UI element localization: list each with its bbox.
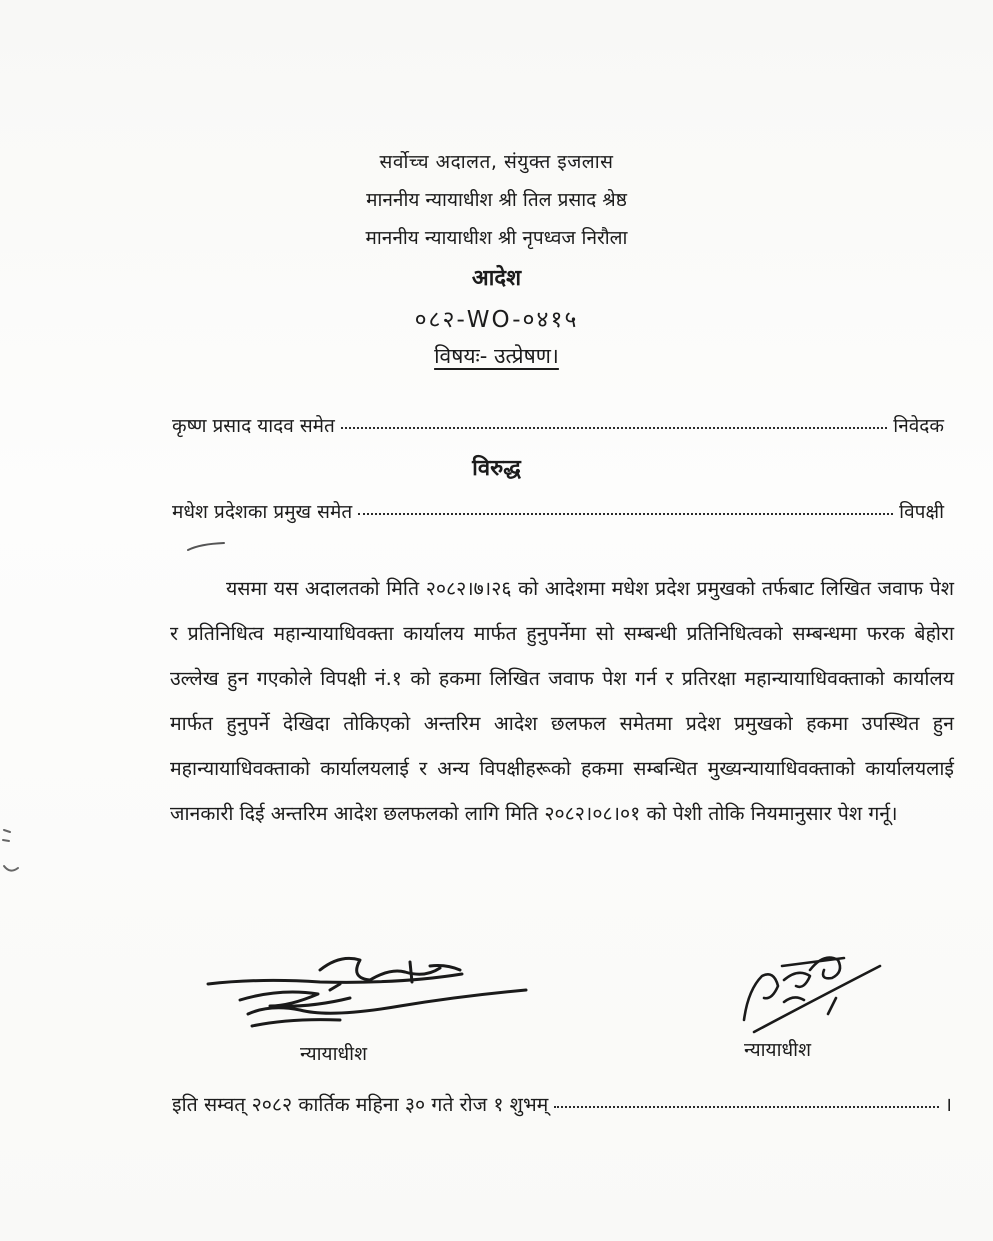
- order-body-paragraph: यसमा यस अदालतको मिति २०८२।७।२६ को आदेशमा मधेश प्रदेश प्रमुखको तर्फबाट लिखित जवाफ पेश र प्रतिनिधित्व महान्यायाधिवक्ता कार्यालय मार्फत हुनुपर्नेमा सो सम्बन्धी प्रतिनिधित्वको सम्बन्धमा फरक बेहोरा उल्लेख हुन गएकोले विपक्षी नं.१ को हकमा लिखित जवाफ पेश गर्न र प्रतिरक्षा महान्यायाधिवक्ताको कार्यालय मार्फत हुनुपर्ने देखिदा तोकिएको अन्तरिम आदेश छलफल समेतमा प्रदेश प्रमुखको हकमा उपस्थित हुन महान्यायाधिवक्ताको कार्यालयलाई र अन्य विपक्षीहरूको हकमा सम्बन्धित मुख्यन्यायाधिवक्ताको कार्यालयलाई जानकारी दिई अन्तरिम आदेश छलफलको लागि मिति २०८२।०८।०१ को पेशी तोकि नियमानुसार पेश गर्नू।: [170, 577, 954, 825]
- petitioner-row: [172, 412, 944, 438]
- dotted-leader: [358, 513, 893, 515]
- petitioner-role: निवेदक: [893, 415, 944, 437]
- left-judge-label: न्यायाधीश: [300, 1043, 368, 1065]
- closing-text: इति सम्वत् २०८२ कार्तिक महिना ३० गते रोज १ शुभम्: [172, 1093, 549, 1116]
- respondent-row: [172, 498, 944, 524]
- order-title: आदेश: [471, 266, 522, 291]
- dotted-leader: [341, 427, 887, 429]
- closing-line: [172, 1090, 952, 1117]
- judge-name-2: माननीय न्यायाधीश श्री नृपध्वज निरौला: [365, 227, 628, 249]
- margin-scribble: [0, 826, 24, 886]
- respondent-role: विपक्षी: [899, 501, 944, 523]
- respondent-name: मधेश प्रदेशका प्रमुख समेत: [172, 501, 353, 523]
- right-judge-signature: [724, 940, 924, 1040]
- case-number: ०८२-WO-०४१५: [414, 307, 579, 333]
- dotted-leader: [554, 1106, 938, 1108]
- subject-line: [0, 342, 993, 370]
- petitioner-name: कृष्ण प्रसाद यादव समेत: [172, 415, 335, 437]
- subject-text: विषयः- उत्प्रेषण।: [434, 344, 559, 368]
- court-name: सर्वोच्च अदालत, संयुक्त इजलास: [379, 151, 614, 173]
- ink-smudge: [186, 540, 226, 554]
- left-judge-signature: [200, 948, 530, 1044]
- closing-end-mark: ।: [944, 1093, 952, 1116]
- versus-heading: विरुद्ध: [472, 456, 521, 481]
- right-judge-label: न्यायाधीश: [744, 1039, 812, 1061]
- judge-name-1: माननीय न्यायाधीश श्री तिल प्रसाद श्रेष्ठ: [366, 189, 627, 211]
